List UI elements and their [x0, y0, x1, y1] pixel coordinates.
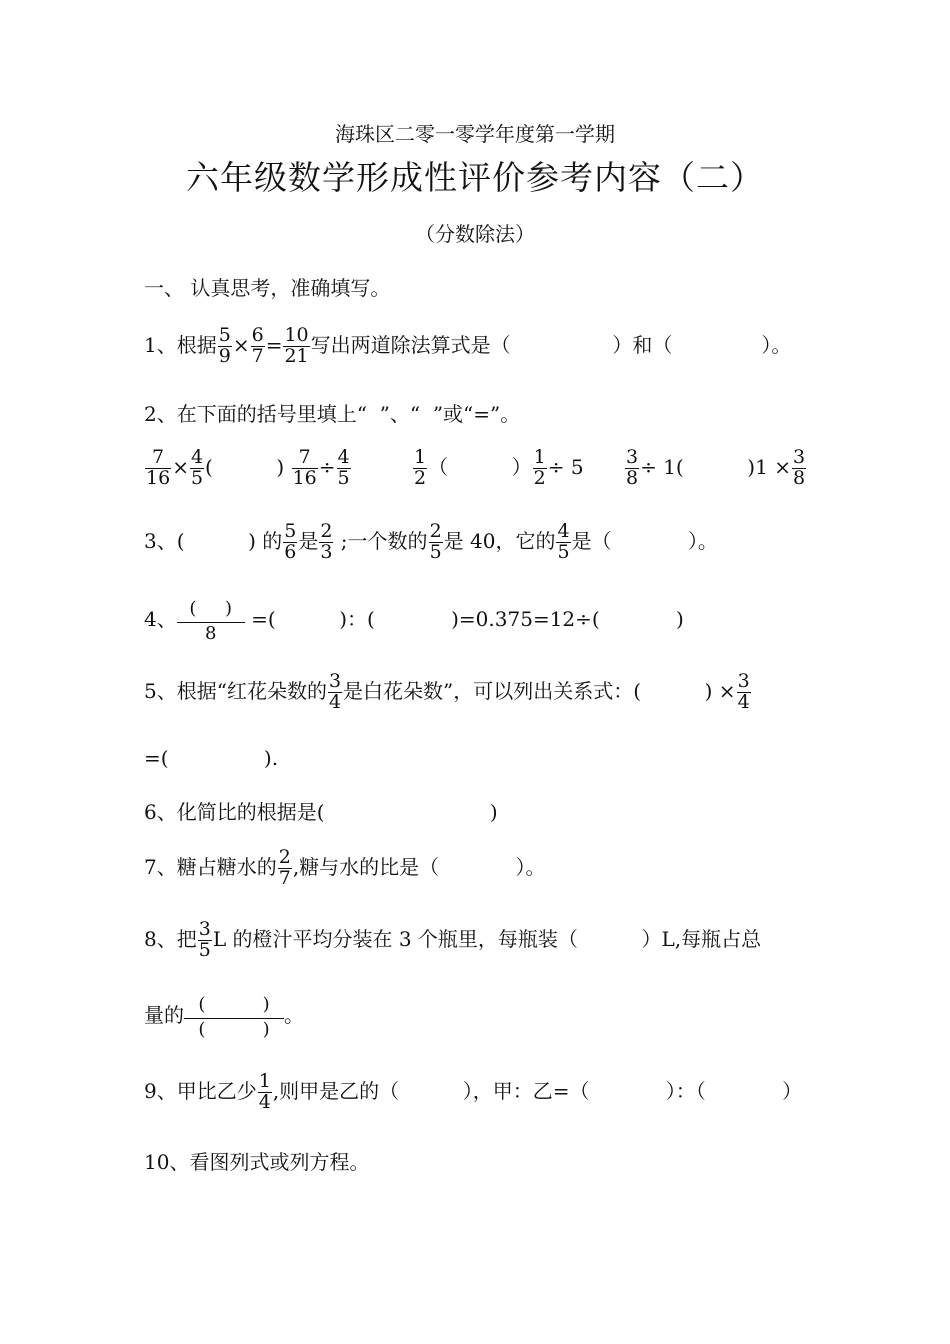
q3-frac-3: $\frac{2}{5}$: [429, 520, 442, 563]
q2-compare-1: $\frac{7}{16}$ × $\frac{4}{5}$ ( ) $\frac{7}{16}$ ÷ $\frac{4}{5}$: [146, 446, 350, 489]
question-9: 9、甲比乙少 $\frac{1}{4}$ ,则甲是乙的（ ），甲：乙=（ ）：（ ）: [144, 1070, 803, 1113]
q8-line-2: 量的 $\frac{( )}{( )}$ 。: [144, 994, 304, 1040]
question-4: 4、 $\frac{( )}{8}$ =( )：( )=0.375=12÷( ): [144, 598, 684, 644]
question-7: 7、糖占糖水的 $\frac{2}{7}$ ,糖与水的比是（ ）。: [144, 846, 546, 889]
q2-compare-2: $\frac{1}{2}$ （ ） $\frac{1}{2}$ ÷ 5: [414, 446, 584, 489]
q2-compare-3: [624, 448, 807, 489]
topic-label: （分数除法）: [415, 222, 535, 246]
q3-frac-4: $\frac{4}{5}$: [557, 520, 570, 563]
question-10: 10、看图列式或列方程。: [144, 1150, 370, 1174]
q2-c1-frac-2: $\frac{4}{5}$: [190, 446, 204, 489]
q1-prefix: 1、根据: [144, 332, 217, 357]
question-8: 8、把 $\frac{3}{5}$ L 的橙汁平均分装在 3 个瓶里，每瓶装（ ）L,每瓶占总: [144, 918, 762, 961]
q4-fraction: $\frac{( )}{8}$: [177, 596, 245, 645]
q8-frac: $\frac{3}{5}$: [198, 918, 211, 961]
equals-sign: =: [265, 332, 283, 357]
q2-c2-frac-2: $\frac{1}{2}$: [533, 446, 546, 489]
q5-line-2[interactable]: =( ).: [144, 746, 279, 770]
q9-frac: $\frac{1}{4}$: [258, 1070, 271, 1113]
times-sign: ×: [232, 332, 250, 357]
q2-c1-frac-3: $\frac{7}{16}$: [292, 446, 317, 489]
q4-numerator-blank[interactable]: ( ): [189, 598, 233, 619]
q8-blank-fraction[interactable]: $\frac{( )}{( )}$: [184, 992, 284, 1041]
q3-frac-2: $\frac{2}{3}$: [320, 520, 333, 563]
q1-fraction-a: $\frac{5}{9}$: [218, 324, 231, 367]
q1-fraction-b: $\frac{6}{7}$: [251, 324, 264, 367]
q2-c3-frac-1: $\frac{3}{8}$: [626, 446, 639, 489]
page-title: 六年级数学形成性评价参考内容（二）: [186, 158, 764, 197]
q5-frac-1: $\frac{3}{4}$: [328, 670, 342, 713]
q1-text: 写出两道除法算式是（ ）和（ ）。: [310, 332, 792, 357]
question-6: 6、化简比的根据是( ): [144, 800, 498, 824]
q2-c1-frac-1: $\frac{7}{16}$: [146, 446, 171, 489]
q2-c2-frac-1: $\frac{1}{2}$: [414, 446, 427, 489]
q5-frac-2: $\frac{3}{4}$: [737, 670, 750, 713]
section-heading: 一、 认真思考，准确填写。: [144, 276, 391, 300]
q2-c3-blank[interactable]: ÷ 1( )1 ×: [640, 454, 791, 479]
question-1: [144, 326, 791, 367]
q4-blanks[interactable]: =( )：( )=0.375=12÷( ): [244, 607, 684, 631]
question-3: 3、( ) 的 $\frac{5}{6}$ 是 $\frac{2}{3}$ ;一个数的 $\frac{2}{5}$ 是 40，它的 $\frac{4}{5}$ 是（ ）。: [144, 520, 718, 563]
q2-c1-frac-4: $\frac{4}{5}$: [337, 446, 350, 489]
semester-subtitle: 海珠区二零一零学年度第一学期: [335, 122, 615, 146]
q1-fraction-c: $\frac{10}{21}$: [284, 324, 309, 367]
q2-c3-frac-2: $\frac{3}{8}$: [792, 446, 806, 489]
q7-frac: $\frac{2}{7}$: [278, 846, 291, 889]
question-2: 2、在下面的括号里填上“ ”、“ ”或“=”。: [144, 402, 521, 426]
question-5: 5、根据“红花朵数的 $\frac{3}{4}$ 是白花朵数”，可以列出关系式：( ) × $\frac{3}{4}$: [144, 670, 750, 713]
q2-c1-blank[interactable]: ( ): [205, 454, 285, 479]
q3-frac-1: $\frac{5}{6}$: [284, 520, 297, 563]
q2-c2-blank[interactable]: （ ）: [428, 454, 532, 479]
